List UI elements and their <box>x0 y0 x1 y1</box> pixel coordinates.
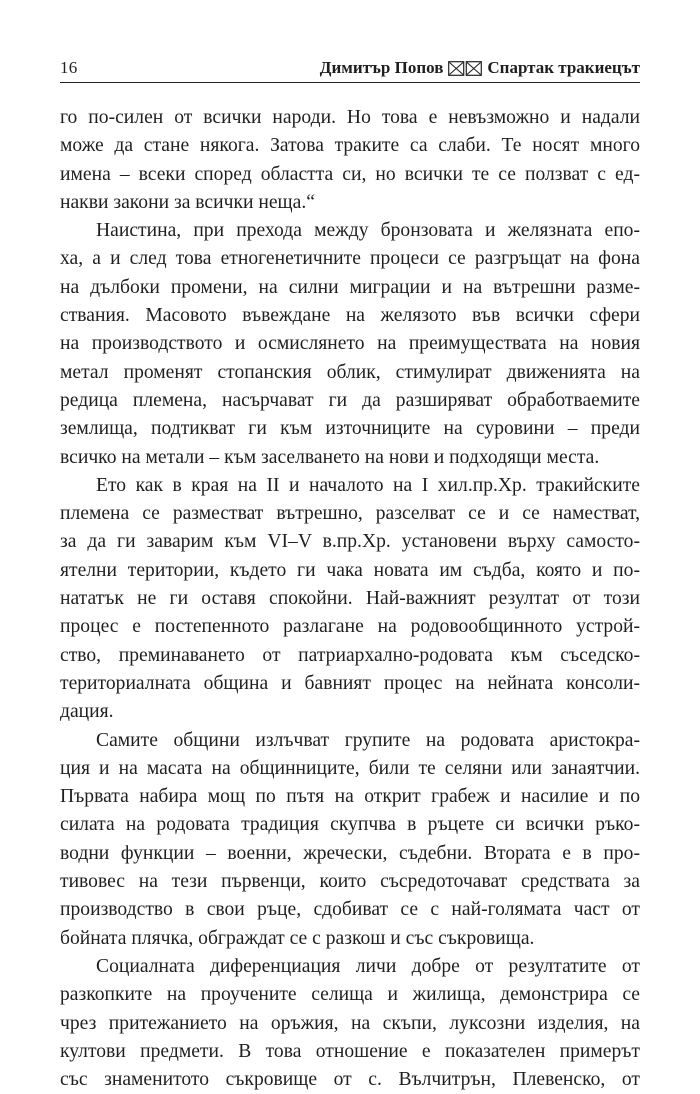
text-line: за да ги заварим към VI–V в.пр.Хр. установени върху самосто- <box>60 531 640 553</box>
text-line: тивовес на тези първенци, които съсредоточават средствата за <box>60 871 640 893</box>
text-line: разкопките на проучените селища и жилища, демонстрира се <box>60 984 640 1006</box>
text-line: дация. <box>60 701 114 723</box>
book-title: Спартак тракиецът <box>487 58 640 77</box>
text-line: Самите общини излъчват групите на родовата аристокра- <box>96 729 640 751</box>
paragraph <box>60 727 640 953</box>
text-line: Наистина, при прехода между бронзовата и желязната епо- <box>96 220 640 242</box>
page-number: 16 <box>60 58 78 77</box>
double-x-box-ornament-icon <box>448 61 482 76</box>
text-line: на производството и осмислянето на преимуществата на новия <box>60 333 640 355</box>
text-line: може да стане някога. Затова траките са слаби. Те носят много <box>60 135 640 157</box>
text-line: метал променят стопанския облик, стимулират движенията на <box>60 361 640 383</box>
paragraph <box>60 953 640 1094</box>
text-line: редица племена, насърчават ги да разширяват обработваемите <box>60 389 640 411</box>
text-line: силата на родовата традиция скупчва в ръцете си всички ръко- <box>60 814 640 836</box>
text-line: бойната плячка, обграждат се с разкош и със съкровища. <box>60 927 535 949</box>
text-line: ха, а и след това етногенетичните процеси се разгръщат на фона <box>60 248 640 270</box>
text-line: водни функции – военни, жречески, съдебни. Втората е в про- <box>60 842 640 864</box>
text-line: на дълбоки промени, на силни миграции и на вътрешни разме- <box>60 276 640 298</box>
text-line: ство, преминаването от патриархално-родовата към съседско- <box>60 644 640 666</box>
body-text <box>60 104 640 1094</box>
text-line: ция и на масата на общинниците, били те селяни или занаятчии. <box>60 757 640 779</box>
paragraph <box>60 104 640 217</box>
text-line: Ето как в края на II и началото на I хил.пр.Хр. тракийските <box>96 474 640 496</box>
text-line: Първата набира мощ по пътя на открит грабеж и насилие и по <box>60 786 640 808</box>
text-line: го по-силен от всички народи. Но това е невъзможно и надали <box>60 107 640 128</box>
text-line: землища, подтикват ги към източниците на суровини – преди <box>60 418 640 440</box>
author-name: Димитър Попов <box>319 58 444 77</box>
text-line: производство в свои ръце, сдобиват се с най-голямата част от <box>60 899 640 921</box>
text-line: процес е постепенното разлагане на родовообщинното устрой- <box>60 616 640 638</box>
text-line: ствания. Масовото въвеждане на желязото във всички сфери <box>60 305 640 327</box>
text-line: нататък не ги оставя спокойни. Най-важният резултат от този <box>60 588 640 610</box>
paragraph <box>60 217 640 472</box>
text-line: чрез притежанието на оръжия, на скъпи, луксозни изделия, на <box>60 1012 640 1034</box>
text-line: племена се разместват вътрешно, разселват се и се наместват, <box>60 503 640 525</box>
paragraph <box>60 472 640 727</box>
text-line: накви закони за всички неща.“ <box>60 191 315 213</box>
text-line: култови предмети. В това отношение е показателен примерът <box>60 1040 640 1062</box>
text-line: със знаменитото съкровище от с. Вълчитрън, Плевенско, от <box>60 1069 640 1091</box>
text-line: ятелни територии, където ги чака новата им съдба, която и по- <box>60 559 640 581</box>
text-line: имена – всеки според областта си, но всички те се ползват с ед- <box>60 163 640 185</box>
running-head <box>60 56 640 83</box>
text-line: всичко на метали – към заселването на нови и подходящи места. <box>60 446 600 468</box>
text-line: териториалната община и бавният процес на нейната консоли- <box>60 672 640 694</box>
running-head-title <box>320 58 640 78</box>
text-line: Социалната диференциация личи добре от резултатите от <box>96 955 640 977</box>
